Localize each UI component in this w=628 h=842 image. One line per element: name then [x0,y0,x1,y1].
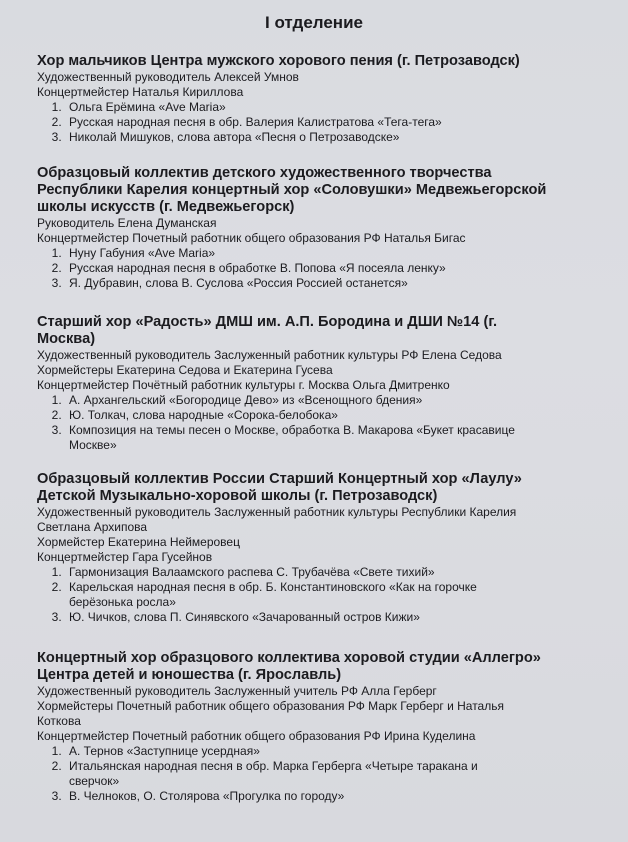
repertoire-list [37,100,617,145]
section-title: Образцовый коллектив детского художественного творчества Республики Карелия концертный хор «Соловушки» Медвежьегорской школы искусств (г. Медвежьегорск) [37,165,547,215]
list-item: 3. Композиция на темы песен о Москве, обработка В. Макарова «Букет красавице Москве» [65,423,617,453]
section-title: Концертный хор образцового коллектива хоровой студии «Аллегро» Центра детей и юношества (г. Ярославль) [37,650,541,683]
list-item: 2. Русская народная песня в обр. Валерия Калистратова «Тега-тега» [65,115,617,130]
repertoire-list [37,565,617,625]
list-item: 3. Ю. Чичков, слова П. Синявского «Зачарованный остров Кижи» [65,610,617,625]
section-info: Художественный руководитель Алексей Умнов Концертмейстер Наталья Кириллова [37,70,299,99]
repertoire-list [37,393,617,453]
section-title: Старший хор «Радость» ДМШ им. А.П. Бородина и ДШИ №14 (г. Москва) [37,314,498,347]
list-item: 3. Я. Дубравин, слова В. Суслова «Россия Россией останется» [65,276,617,291]
list-item: 1. Ольга Ерёмина «Ave Maria» [65,100,617,115]
section-info: Художественный руководитель Заслуженный работник культуры Республики Карелия Светлана Архипова Хормейстер Екатерина Неймеровец Концертмейстер Гара Гусейнов [37,505,517,564]
list-item: 2. Русская народная песня в обработке В. Попова «Я посеяла ленку» [65,261,617,276]
list-item: 1. А. Тернов «Заступнице усердная» [65,744,617,759]
section-4 [37,471,617,625]
list-item: 1. Нуну Габуния «Ave Maria» [65,246,617,261]
page-heading: I отделение [265,13,363,32]
list-item: 2. Итальянская народная песня в обр. Марка Герберга «Четыре таракана и сверчок» [65,759,617,789]
section-3 [37,314,617,453]
list-item: 2. Ю. Толкач, слова народные «Сорока-белобока» [65,408,617,423]
section-info: Руководитель Елена Думанская Концертмейстер Почетный работник общего образования РФ Наталья Бигас [37,216,466,245]
section-info: Художественный руководитель Заслуженный учитель РФ Алла Герберг Хормейстеры Почетный работник общего образования РФ Марк Герберг и Наталья Коткова Концертмейстер Почетный работник общего образования РФ Ирина Куделина [37,684,504,743]
list-item: 1. А. Архангельский «Богородице Дево» из «Всенощного бдения» [65,393,617,408]
section-5 [37,650,617,804]
list-item: 3. В. Челноков, О. Столярова «Прогулка по городу» [65,789,617,804]
repertoire-list [37,246,617,291]
list-item: 2. Карельская народная песня в обр. Б. Константиновского «Как на горочке берёзонька росла» [65,580,617,610]
list-item: 1. Гармонизация Валаамского распева С. Трубачёва «Свете тихий» [65,565,617,580]
section-1 [37,53,617,145]
list-item: 3. Николай Мишуков, слова автора «Песня о Петрозаводске» [65,130,617,145]
section-info: Художественный руководитель Заслуженный работник культуры РФ Елена Седова Хормейстеры Екатерина Седова и Екатерина Гусева Концертмейстер Почётный работник культуры г. Москва Ольга Дмитренко [37,348,502,392]
section-title: Образцовый коллектив России Старший Концертный хор «Лаулу» Детской Музыкально-хоровой школы (г. Петрозаводск) [37,471,522,504]
section-title: Хор мальчиков Центра мужского хорового пения (г. Петрозаводск) [37,53,520,69]
section-2 [37,165,617,291]
repertoire-list [37,744,617,804]
